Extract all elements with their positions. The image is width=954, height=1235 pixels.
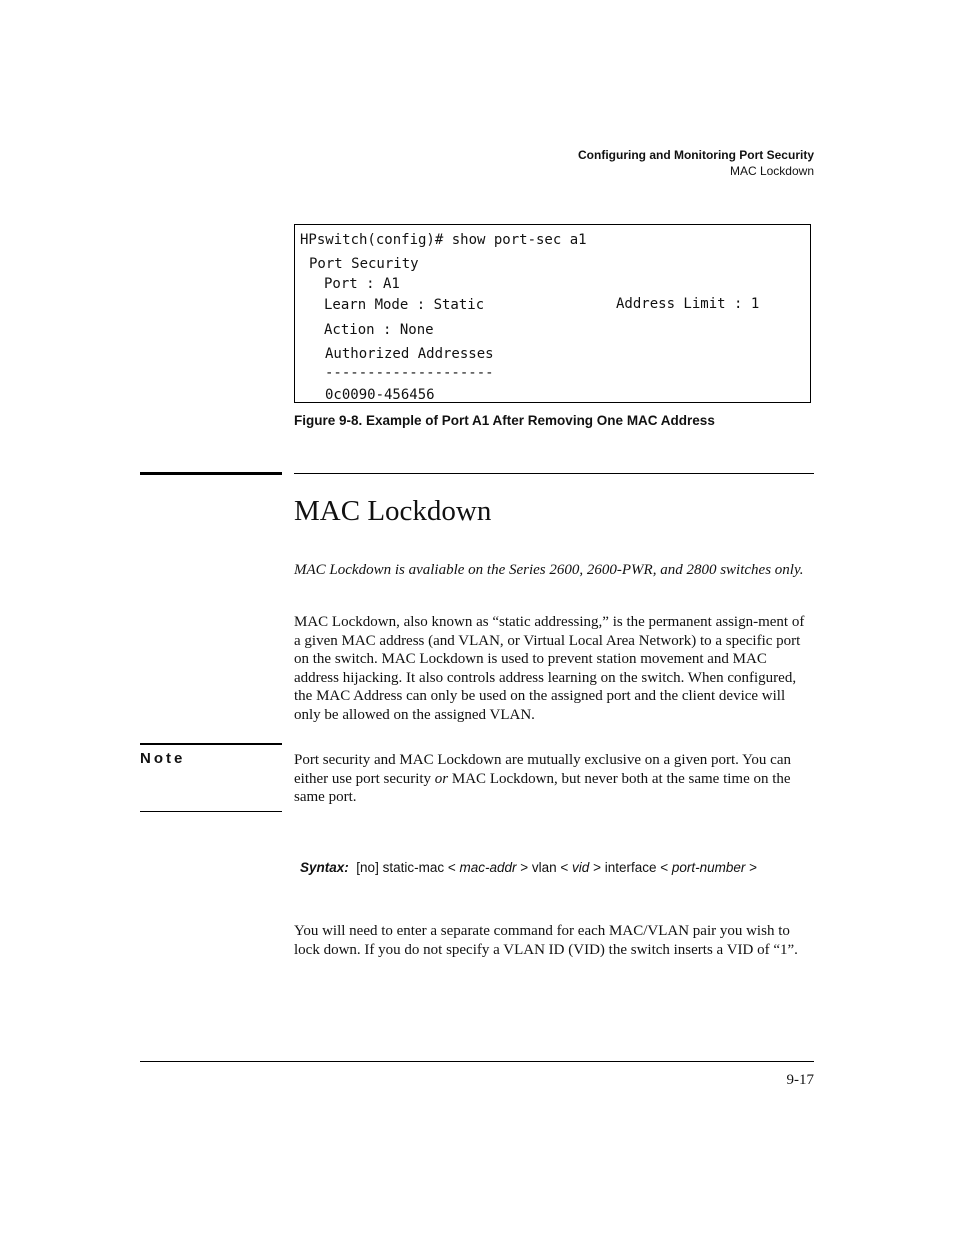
- note-text-after: MAC Lockdown, but never both at the same time on the same port.: [294, 770, 791, 806]
- syntax-arg-mac-addr: mac-addr: [459, 860, 517, 875]
- cli-output-box: [294, 224, 811, 403]
- cli-line-separator: --------------------: [325, 365, 494, 381]
- cli-line-address-limit: Address Limit : 1: [616, 296, 760, 312]
- syntax-part-3: > interface <: [589, 860, 672, 875]
- cli-line-action: Action : None: [324, 322, 434, 338]
- section-rule-right: [294, 473, 814, 474]
- syntax-line: [300, 860, 757, 875]
- footer-rule: [140, 1061, 814, 1062]
- note-text-before: Port security and MAC Lockdown are mutually exclusive on a given port. You can either use port security: [294, 752, 791, 787]
- cli-line-mac-address: 0c0090-456456: [325, 387, 435, 403]
- note-rule-bottom: [140, 811, 282, 812]
- cli-line-authorized-addresses: Authorized Addresses: [325, 346, 494, 362]
- syntax-arg-vid: vid: [572, 860, 590, 875]
- note-rule-top: [140, 743, 282, 745]
- syntax-part-4: >: [745, 860, 758, 875]
- note-label: Note: [140, 750, 186, 767]
- note-text-emphasis: or: [434, 770, 449, 787]
- section-rule-left: [140, 472, 282, 475]
- syntax-part-2: > vlan <: [516, 860, 573, 875]
- running-header-title: Configuring and Monitoring Port Security: [578, 148, 814, 162]
- page-number: 9-17: [786, 1072, 814, 1088]
- availability-paragraph: MAC Lockdown is avaliable on the Series 2600, 2600-PWR, and 2800 switches only.: [294, 562, 804, 578]
- closing-paragraph: You will need to enter a separate command for each MAC/VLAN pair you wish to lock down. If you do not specify a VLAN ID (VID) the switch inserts a VID of “1”.: [294, 923, 798, 958]
- syntax-part-1: [no] static-mac <: [356, 860, 460, 875]
- body-paragraph: MAC Lockdown, also known as “static addressing,” is the permanent assign-ment of a given MAC address (and VLAN, or Virtual Local Area Network) to a specific port on the switch. MAC Lockdown is used to prevent station movement and MAC address hijacking. It also controls address learning on the switch. When configured, the MAC Address can only be used on the assigned port and the client device will only be allowed on the assigned VLAN.: [294, 614, 805, 723]
- cli-line-command: HPswitch(config)# show port-sec a1: [300, 232, 587, 248]
- cli-line-port: Port : A1: [324, 276, 400, 292]
- figure-caption: Figure 9-8. Example of Port A1 After Removing One MAC Address: [294, 413, 715, 428]
- section-title: MAC Lockdown: [294, 495, 492, 527]
- cli-line-port-security: Port Security: [309, 256, 419, 272]
- note-paragraph: [294, 751, 814, 807]
- running-header-subtitle: MAC Lockdown: [729, 164, 814, 178]
- cli-line-learn-mode: Learn Mode : Static: [324, 297, 485, 313]
- syntax-label: Syntax:: [300, 860, 349, 875]
- syntax-arg-port-number: port-number: [671, 860, 746, 875]
